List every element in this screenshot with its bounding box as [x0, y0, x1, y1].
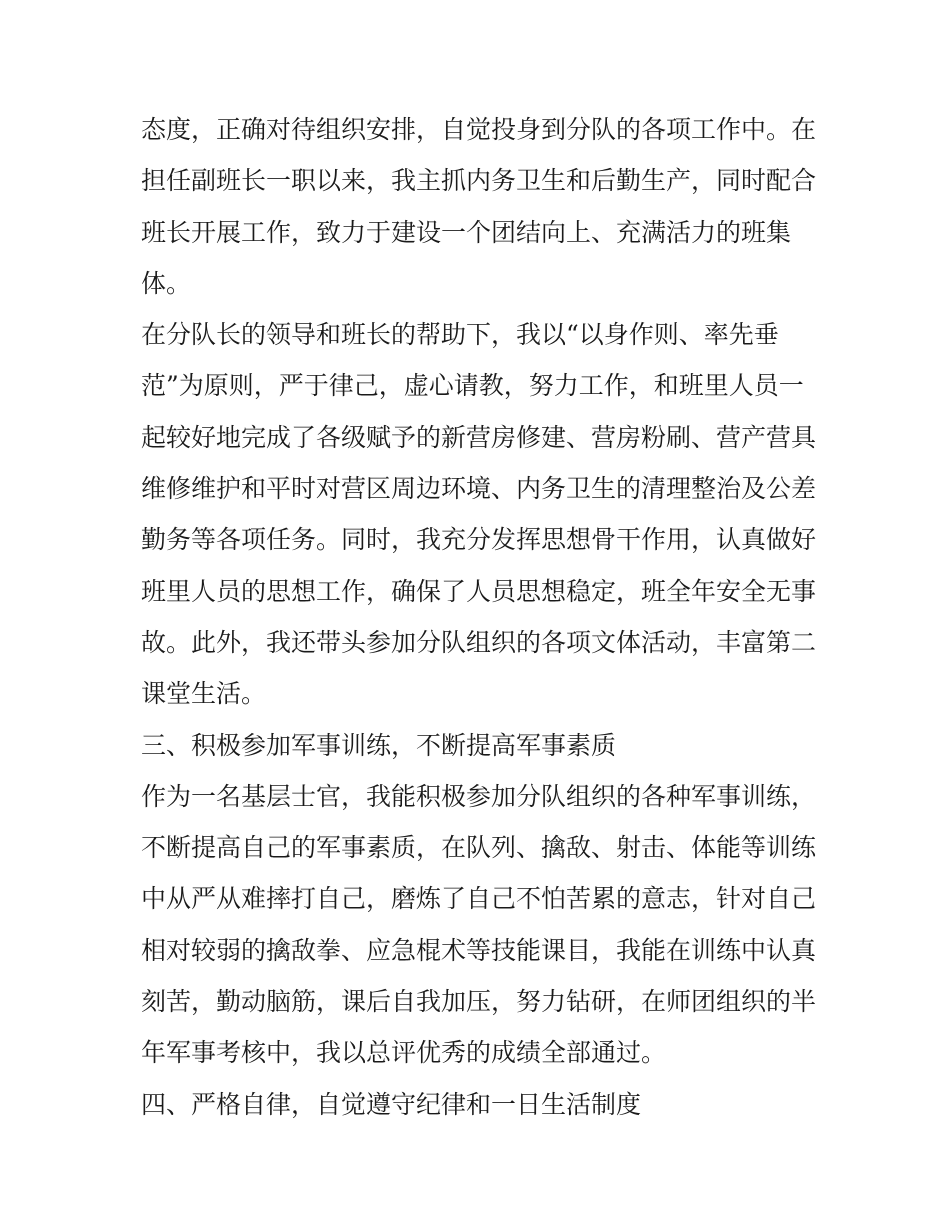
text-line-7: 起较好地完成了各级赋予的新营房修建、营房粉刷、营产营具 [141, 422, 817, 452]
text-line-14: 作为一名基层士官，我能积极参加分队组织的各种军事训练， [141, 781, 817, 811]
text-line-19: 年军事考核中，我以总评优秀的成绩全部通过。 [141, 1038, 667, 1068]
text-line-5: 在分队长的领导和班长的帮助下，我以“以身作则、率先垂 [141, 320, 779, 350]
text-line-9: 勤务等各项任务。同时，我充分发挥思想骨干作用，认真做好 [141, 525, 817, 555]
text-line-11: 故。此外，我还带头参加分队组织的各项文体活动，丰富第二 [141, 627, 817, 657]
text-line-17: 相对较弱的擒敌拳、应急棍术等技能课目，我能在训练中认真 [141, 935, 817, 965]
text-line-8: 维修维护和平时对营区周边环境、内务卫生的清理整治及公差 [141, 474, 817, 504]
text-line-18: 刻苦，勤动脑筋，课后自我加压，努力钻研，在师团组织的半 [141, 987, 817, 1017]
section-heading-4: 四、严格自律，自觉遵守纪律和一日生活制度 [141, 1089, 642, 1119]
text-line-1: 态度，正确对待组织安排，自觉投身到分队的各项工作中。在 [141, 115, 817, 144]
document-body [141, 104, 821, 1130]
text-line-12: 课堂生活。 [141, 679, 267, 709]
text-line-16: 中从严从难摔打自己，磨炼了自己不怕苦累的意志，针对自己 [141, 884, 817, 914]
text-line-6: 范”为原则，严于律己，虚心请教，努力工作，和班里人员一 [141, 371, 804, 401]
text-line-2: 担任副班长一职以来，我主抓内务卫生和后勤生产，同时配合 [141, 166, 817, 196]
text-line-15: 不断提高自己的军事素质，在队列、擒敌、射击、体能等训练 [141, 833, 817, 863]
section-heading-3: 三、积极参加军事训练，不断提高军事素质 [141, 730, 617, 760]
text-line-10: 班里人员的思想工作，确保了人员思想稳定，班全年安全无事 [141, 576, 817, 606]
text-line-4: 体。 [141, 268, 192, 298]
text-line-3: 班长开展工作，致力于建设一个团结向上、充满活力的班集 [141, 217, 792, 247]
